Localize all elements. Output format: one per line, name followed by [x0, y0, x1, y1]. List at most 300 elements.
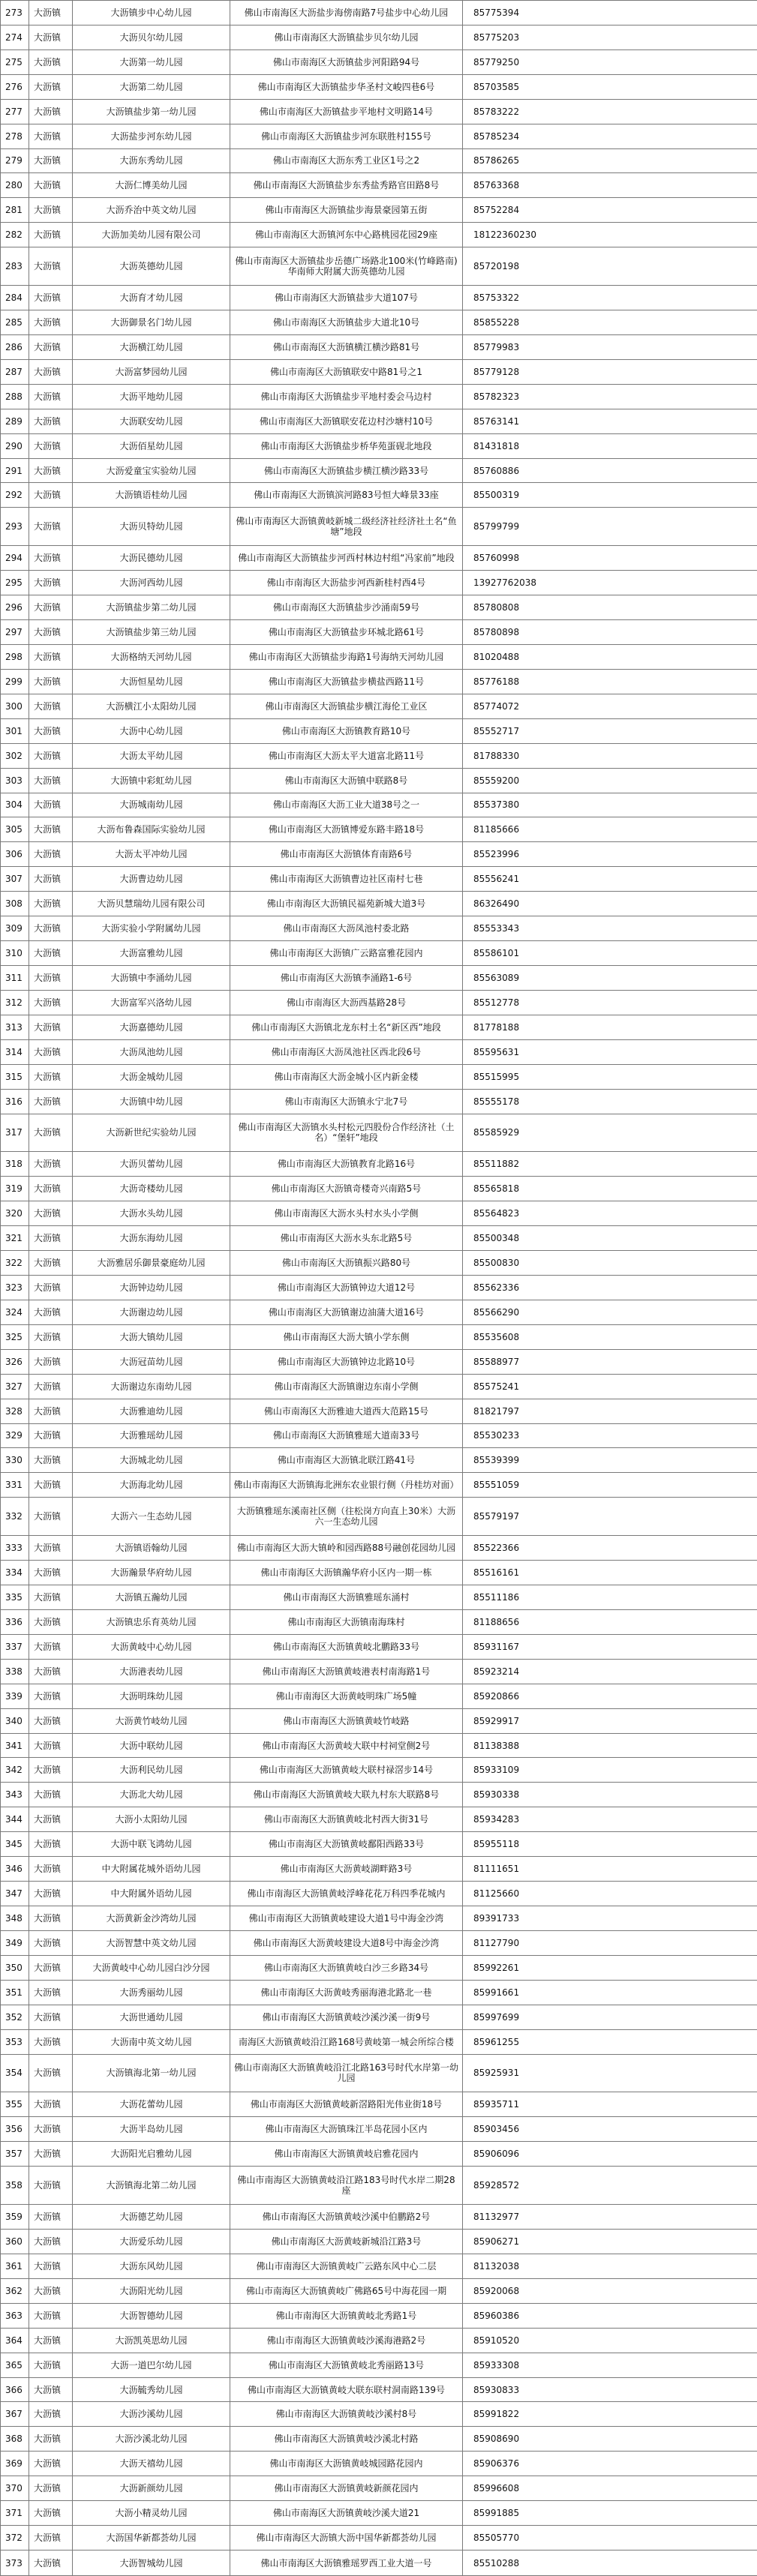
table-row — [1, 916, 757, 941]
row-number-cell: 275 — [1, 49, 29, 74]
kindergarten-name-cell: 大沥凤池幼儿园 — [73, 1039, 230, 1064]
kindergarten-name-cell: 大沥德艺幼儿园 — [73, 2205, 230, 2230]
row-number-cell: 358 — [1, 2167, 29, 2205]
town-cell: 大沥镇 — [29, 1857, 73, 1882]
row-number-cell: 347 — [1, 1882, 29, 1906]
phone-cell: 85563089 — [463, 965, 757, 990]
kindergarten-name-cell: 大沥天禧幼儿园 — [73, 2452, 230, 2476]
address-cell: 佛山市南海区大沥镇黄岐鄱阳西路33号 — [230, 1832, 463, 1857]
table-row — [1, 1609, 757, 1634]
table-row — [1, 793, 757, 817]
town-cell: 大沥镇 — [29, 1708, 73, 1733]
address-cell: 佛山市南海区大沥水头村水头小学侧 — [230, 1201, 463, 1226]
address-cell: 佛山市南海区大沥镇盐步岳德广场路北100米(竹峰路南)华南师大附属大沥英德幼儿园 — [230, 247, 463, 286]
town-cell: 大沥镇 — [29, 1152, 73, 1177]
phone-cell: 85786265 — [463, 148, 757, 173]
table-row — [1, 1906, 757, 1931]
town-cell: 大沥镇 — [29, 2501, 73, 2526]
row-number-cell: 276 — [1, 74, 29, 99]
kindergarten-name-cell: 大沥智慧中英文幼儿园 — [73, 1930, 230, 1955]
row-number-cell: 284 — [1, 286, 29, 310]
address-cell: 佛山市南海区大沥镇珠江半岛花园小区内 — [230, 2117, 463, 2142]
phone-cell: 85522366 — [463, 1536, 757, 1561]
address-cell: 佛山市南海区大沥镇盐步海路1号海纳天河幼儿园 — [230, 644, 463, 669]
phone-cell: 81185666 — [463, 817, 757, 842]
row-number-cell: 309 — [1, 916, 29, 941]
table-row — [1, 892, 757, 916]
kindergarten-name-cell: 大沥镇五瀚幼儿园 — [73, 1585, 230, 1610]
row-number-cell: 312 — [1, 990, 29, 1015]
kindergarten-name-cell: 大沥中联幼儿园 — [73, 1733, 230, 1758]
town-cell: 大沥镇 — [29, 2205, 73, 2230]
kindergarten-name-cell: 大沥镇盐步第二幼儿园 — [73, 595, 230, 620]
phone-cell: 85586101 — [463, 941, 757, 966]
phone-cell: 85775203 — [463, 25, 757, 49]
kindergarten-name-cell: 大沥太平幼儿园 — [73, 743, 230, 768]
town-cell: 大沥镇 — [29, 1374, 73, 1399]
address-cell: 佛山市南海区大沥镇黄岐白沙三乡路34号 — [230, 1955, 463, 1980]
row-number-cell: 366 — [1, 2377, 29, 2402]
address-cell: 佛山市南海区大沥镇黄岐新滘路阳光伟业街18号 — [230, 2092, 463, 2117]
phone-cell: 85855228 — [463, 310, 757, 335]
address-cell: 佛山市南海区大沥镇河东中心路桃园花园29座 — [230, 223, 463, 247]
table-row — [1, 74, 757, 99]
address-cell: 佛山市南海区大沥镇盐步海景豪园第五街 — [230, 198, 463, 223]
kindergarten-name-cell: 大沥沙溪幼儿园 — [73, 2402, 230, 2427]
row-number-cell: 316 — [1, 1089, 29, 1114]
town-cell: 大沥镇 — [29, 669, 73, 694]
town-cell: 大沥镇 — [29, 941, 73, 966]
phone-cell: 85783222 — [463, 99, 757, 124]
table-row — [1, 2029, 757, 2054]
kindergarten-name-cell: 中大附属外语幼儿园 — [73, 1882, 230, 1906]
town-cell: 大沥镇 — [29, 2254, 73, 2278]
kindergarten-name-cell: 大沥东秀幼儿园 — [73, 148, 230, 173]
row-number-cell: 286 — [1, 334, 29, 359]
phone-cell: 85588977 — [463, 1349, 757, 1374]
address-cell: 佛山市南海区大沥工业大道38号之一 — [230, 793, 463, 817]
town-cell: 大沥镇 — [29, 247, 73, 286]
row-number-cell: 345 — [1, 1832, 29, 1857]
table-row — [1, 1201, 757, 1226]
phone-cell: 85539399 — [463, 1448, 757, 1473]
town-cell: 大沥镇 — [29, 2092, 73, 2117]
phone-cell: 85575241 — [463, 1374, 757, 1399]
address-cell: 佛山市南海区大沥镇民福苑新城大道3号 — [230, 892, 463, 916]
address-cell: 佛山市南海区大沥镇体育南路6号 — [230, 842, 463, 867]
kindergarten-name-cell: 大沥六一生态幼儿园 — [73, 1498, 230, 1536]
phone-cell: 85955118 — [463, 1832, 757, 1857]
address-cell: 佛山市南海区大沥镇盐步大道北10号 — [230, 310, 463, 335]
phone-cell: 85925931 — [463, 2054, 757, 2092]
address-cell: 佛山市南海区大沥镇盐步环城北路61号 — [230, 620, 463, 645]
table-row — [1, 310, 757, 335]
table-row — [1, 286, 757, 310]
address-cell: 大沥镇雅瑶东溪南社区侧（往松岗方向直上30米）大沥六一生态幼儿园 — [230, 1498, 463, 1536]
table-row — [1, 1980, 757, 2005]
phone-cell: 13927762038 — [463, 571, 757, 595]
row-number-cell: 280 — [1, 173, 29, 198]
table-row — [1, 223, 757, 247]
phone-cell: 85903456 — [463, 2117, 757, 2142]
town-cell: 大沥镇 — [29, 2427, 73, 2452]
address-cell: 佛山市南海区大沥镇博爱东路丰路18号 — [230, 817, 463, 842]
town-cell: 大沥镇 — [29, 620, 73, 645]
town-cell: 大沥镇 — [29, 2402, 73, 2427]
table-row — [1, 1857, 757, 1882]
address-cell: 佛山市南海区大沥盐步河西新桂村西4号 — [230, 571, 463, 595]
table-body — [1, 1, 757, 2576]
kindergarten-name-cell: 大沥利民幼儿园 — [73, 1758, 230, 1783]
town-cell: 大沥镇 — [29, 2526, 73, 2551]
row-number-cell: 354 — [1, 2054, 29, 2092]
row-number-cell: 330 — [1, 1448, 29, 1473]
address-cell: 佛山市南海区大沥镇黄岐大联村禄滘步14号 — [230, 1758, 463, 1783]
kindergarten-name-cell: 大沥富梦园幼儿园 — [73, 359, 230, 384]
table-row — [1, 644, 757, 669]
row-number-cell: 274 — [1, 25, 29, 49]
row-number-cell: 342 — [1, 1758, 29, 1783]
row-number-cell: 291 — [1, 458, 29, 483]
row-number-cell: 306 — [1, 842, 29, 867]
town-cell: 大沥镇 — [29, 1609, 73, 1634]
kindergarten-name-cell: 大沥第二幼儿园 — [73, 74, 230, 99]
phone-cell: 85523996 — [463, 842, 757, 867]
row-number-cell: 373 — [1, 2551, 29, 2576]
phone-cell: 85960386 — [463, 2303, 757, 2328]
address-cell: 佛山市南海区大沥镇盐步平地村委会马边村 — [230, 384, 463, 409]
town-cell: 大沥镇 — [29, 2005, 73, 2029]
row-number-cell: 353 — [1, 2029, 29, 2054]
town-cell: 大沥镇 — [29, 2476, 73, 2501]
row-number-cell: 362 — [1, 2278, 29, 2303]
address-cell: 佛山市南海区大沥镇盐步桥华苑蛋砚北地段 — [230, 433, 463, 458]
address-cell: 佛山市南海区大沥镇黄岐启雅花园内 — [230, 2142, 463, 2167]
address-cell: 佛山市南海区大沥镇北联江路41号 — [230, 1448, 463, 1473]
phone-cell: 89391733 — [463, 1906, 757, 1931]
phone-cell: 85910520 — [463, 2328, 757, 2353]
address-cell: 佛山市南海区大沥镇盐步贝尔幼儿园 — [230, 25, 463, 49]
row-number-cell: 324 — [1, 1300, 29, 1324]
phone-cell: 85779128 — [463, 359, 757, 384]
kindergarten-name-cell: 大沥凯英思幼儿园 — [73, 2328, 230, 2353]
kindergarten-name-cell: 大沥河西幼儿园 — [73, 571, 230, 595]
address-cell: 佛山市南海区大沥镇黄岐沙溪海港路2号 — [230, 2328, 463, 2353]
phone-cell: 85760886 — [463, 458, 757, 483]
phone-cell: 85559200 — [463, 768, 757, 793]
town-cell: 大沥镇 — [29, 334, 73, 359]
phone-cell: 85516161 — [463, 1561, 757, 1585]
town-cell: 大沥镇 — [29, 1585, 73, 1610]
town-cell: 大沥镇 — [29, 793, 73, 817]
row-number-cell: 338 — [1, 1659, 29, 1684]
phone-cell: 81111651 — [463, 1857, 757, 1882]
row-number-cell: 308 — [1, 892, 29, 916]
table-row — [1, 743, 757, 768]
row-number-cell: 299 — [1, 669, 29, 694]
town-cell: 大沥镇 — [29, 359, 73, 384]
row-number-cell: 361 — [1, 2254, 29, 2278]
row-number-cell: 323 — [1, 1276, 29, 1300]
address-cell: 佛山市南海区大沥镇盐步沙涌南59号 — [230, 595, 463, 620]
town-cell: 大沥镇 — [29, 2167, 73, 2205]
town-cell: 大沥镇 — [29, 1634, 73, 1659]
town-cell: 大沥镇 — [29, 990, 73, 1015]
row-number-cell: 348 — [1, 1906, 29, 1931]
phone-cell: 85703585 — [463, 74, 757, 99]
kindergarten-name-cell: 大沥富雅幼儿园 — [73, 941, 230, 966]
table-row — [1, 1349, 757, 1374]
phone-cell: 85991885 — [463, 2501, 757, 2526]
phone-cell: 85920866 — [463, 1684, 757, 1708]
row-number-cell: 298 — [1, 644, 29, 669]
table-row — [1, 1324, 757, 1349]
row-number-cell: 372 — [1, 2526, 29, 2551]
table-row — [1, 990, 757, 1015]
address-cell: 佛山市南海区大沥镇雅瑶罗西工业大道一号 — [230, 2551, 463, 2576]
town-cell: 大沥镇 — [29, 2328, 73, 2353]
table-row — [1, 2551, 757, 2576]
kindergarten-name-cell: 大沥花蕾幼儿园 — [73, 2092, 230, 2117]
phone-cell: 85779983 — [463, 334, 757, 359]
kindergarten-name-cell: 大沥镇海北第一幼儿园 — [73, 2054, 230, 2092]
kindergarten-name-cell: 大沥实验小学附属幼儿园 — [73, 916, 230, 941]
phone-cell: 85996608 — [463, 2476, 757, 2501]
address-cell: 佛山市南海区大沥镇黄岐广佛路65号中海花园一期 — [230, 2278, 463, 2303]
phone-cell: 85906096 — [463, 2142, 757, 2167]
town-cell: 大沥镇 — [29, 1226, 73, 1251]
table-row — [1, 2452, 757, 2476]
town-cell: 大沥镇 — [29, 718, 73, 743]
town-cell: 大沥镇 — [29, 483, 73, 508]
table-row — [1, 2328, 757, 2353]
address-cell: 佛山市南海区大沥镇横江横沙路81号 — [230, 334, 463, 359]
table-row — [1, 99, 757, 124]
town-cell: 大沥镇 — [29, 74, 73, 99]
kindergarten-name-cell: 大沥贝蕾幼儿园 — [73, 1152, 230, 1177]
address-cell: 佛山市南海区大沥镇联安中路81号之1 — [230, 359, 463, 384]
address-cell: 佛山市南海区大沥镇盐步横江海伦工业区 — [230, 694, 463, 718]
table-row — [1, 595, 757, 620]
address-cell: 佛山市南海区大沥镇黄岐广云路东风中心二层 — [230, 2254, 463, 2278]
phone-cell: 85799799 — [463, 508, 757, 546]
address-cell: 佛山市南海区大沥镇谢边油蒲大道16号 — [230, 1300, 463, 1324]
town-cell: 大沥镇 — [29, 1659, 73, 1684]
town-cell: 大沥镇 — [29, 1201, 73, 1226]
address-cell: 佛山市南海区大沥镇黄岐大联九村东大联路8号 — [230, 1783, 463, 1807]
phone-cell: 85997699 — [463, 2005, 757, 2029]
address-cell: 佛山市南海区大沥雅迪大道西大范路15号 — [230, 1399, 463, 1423]
town-cell: 大沥镇 — [29, 148, 73, 173]
kindergarten-name-cell: 大沥布鲁森国际实验幼儿园 — [73, 817, 230, 842]
table-row — [1, 2230, 757, 2254]
phone-cell: 81788330 — [463, 743, 757, 768]
row-number-cell: 341 — [1, 1733, 29, 1758]
row-number-cell: 356 — [1, 2117, 29, 2142]
phone-cell: 85991661 — [463, 1980, 757, 2005]
phone-cell: 18122360230 — [463, 223, 757, 247]
table-row — [1, 433, 757, 458]
kindergarten-name-cell: 大沥智德幼儿园 — [73, 2303, 230, 2328]
phone-cell: 85555178 — [463, 1089, 757, 1114]
town-cell: 大沥镇 — [29, 310, 73, 335]
phone-cell: 85535608 — [463, 1324, 757, 1349]
kindergarten-name-cell: 大沥佰星幼儿园 — [73, 433, 230, 458]
kindergarten-name-cell: 大沥富军兴洛幼儿园 — [73, 990, 230, 1015]
kindergarten-name-cell: 大沥智城幼儿园 — [73, 2551, 230, 2576]
town-cell: 大沥镇 — [29, 743, 73, 768]
town-cell: 大沥镇 — [29, 173, 73, 198]
kindergarten-name-cell: 大沥奇楼幼儿园 — [73, 1177, 230, 1201]
kindergarten-name-cell: 大沥英德幼儿园 — [73, 247, 230, 286]
phone-cell: 81020488 — [463, 644, 757, 669]
address-cell: 佛山市南海区大沥镇盐步平地村文明路14号 — [230, 99, 463, 124]
address-cell: 佛山市南海区大沥黄岐明珠广场5幢 — [230, 1684, 463, 1708]
kindergarten-name-cell: 大沥城北幼儿园 — [73, 1448, 230, 1473]
kindergarten-name-cell: 大沥平地幼儿园 — [73, 384, 230, 409]
table-row — [1, 620, 757, 645]
town-cell: 大沥镇 — [29, 694, 73, 718]
phone-cell: 85565818 — [463, 1177, 757, 1201]
phone-cell: 85553343 — [463, 916, 757, 941]
phone-cell: 85908690 — [463, 2427, 757, 2452]
address-cell: 佛山市南海区大沥镇教育路10号 — [230, 718, 463, 743]
table-row — [1, 1399, 757, 1423]
address-cell: 佛山市南海区大沥镇黄岐北鹏路33号 — [230, 1634, 463, 1659]
phone-cell: 85720198 — [463, 247, 757, 286]
row-number-cell: 360 — [1, 2230, 29, 2254]
table-row — [1, 718, 757, 743]
table-row — [1, 1064, 757, 1089]
kindergarten-name-cell: 大沥南中英文幼儿园 — [73, 2029, 230, 2054]
table-row — [1, 359, 757, 384]
address-cell: 佛山市南海区大沥镇黄岐建设大道1号中海金沙湾 — [230, 1906, 463, 1931]
kindergarten-name-cell: 大沥小太阳幼儿园 — [73, 1807, 230, 1832]
town-cell: 大沥镇 — [29, 508, 73, 546]
town-cell: 大沥镇 — [29, 2054, 73, 2092]
address-cell: 佛山市南海区大沥镇海北洲东农业银行侧（丹桂坊对面） — [230, 1473, 463, 1498]
row-number-cell: 339 — [1, 1684, 29, 1708]
town-cell: 大沥镇 — [29, 1177, 73, 1201]
table-row — [1, 1152, 757, 1177]
table-row — [1, 842, 757, 867]
row-number-cell: 351 — [1, 1980, 29, 2005]
town-cell: 大沥镇 — [29, 1324, 73, 1349]
town-cell: 大沥镇 — [29, 458, 73, 483]
town-cell: 大沥镇 — [29, 2117, 73, 2142]
row-number-cell: 325 — [1, 1324, 29, 1349]
address-cell: 佛山市南海区大沥镇盐步大道107号 — [230, 286, 463, 310]
kindergarten-name-cell: 大沥秀丽幼儿园 — [73, 1980, 230, 2005]
row-number-cell: 332 — [1, 1498, 29, 1536]
phone-cell: 81431818 — [463, 433, 757, 458]
phone-cell: 81127790 — [463, 1930, 757, 1955]
row-number-cell: 337 — [1, 1634, 29, 1659]
row-number-cell: 371 — [1, 2501, 29, 2526]
town-cell: 大沥镇 — [29, 49, 73, 74]
table-row — [1, 2142, 757, 2167]
table-row — [1, 1251, 757, 1276]
table-row — [1, 2476, 757, 2501]
table-row — [1, 173, 757, 198]
kindergarten-name-cell: 大沥明珠幼儿园 — [73, 1684, 230, 1708]
town-cell: 大沥镇 — [29, 1300, 73, 1324]
town-cell: 大沥镇 — [29, 384, 73, 409]
row-number-cell: 357 — [1, 2142, 29, 2167]
table-row — [1, 2254, 757, 2278]
row-number-cell: 349 — [1, 1930, 29, 1955]
address-cell: 佛山市南海区大沥凤池社区西北段6号 — [230, 1039, 463, 1064]
kindergarten-name-cell: 大沥联安幼儿园 — [73, 409, 230, 433]
address-cell: 佛山市南海区大沥镇水头村松元四股份合作经济社（土名）“堡轩”地段 — [230, 1114, 463, 1152]
row-number-cell: 331 — [1, 1473, 29, 1498]
town-cell: 大沥镇 — [29, 916, 73, 941]
row-number-cell: 350 — [1, 1955, 29, 1980]
kindergarten-name-cell: 大沥阳光幼儿园 — [73, 2278, 230, 2303]
town-cell: 大沥镇 — [29, 1114, 73, 1152]
phone-cell: 85775394 — [463, 1, 757, 25]
kindergarten-name-cell: 大沥东海幼儿园 — [73, 1226, 230, 1251]
row-number-cell: 294 — [1, 546, 29, 571]
row-number-cell: 301 — [1, 718, 29, 743]
row-number-cell: 310 — [1, 941, 29, 966]
row-number-cell: 300 — [1, 694, 29, 718]
phone-cell: 85934283 — [463, 1807, 757, 1832]
address-cell: 佛山市南海区大沥黄岐大联中村祠堂侧2号 — [230, 1733, 463, 1758]
phone-cell: 85752284 — [463, 198, 757, 223]
kindergarten-name-cell: 大沥曹边幼儿园 — [73, 867, 230, 892]
address-cell: 佛山市南海区大沥镇李涌路1-6号 — [230, 965, 463, 990]
table-row — [1, 1659, 757, 1684]
kindergarten-name-cell: 大沥镇中彩虹幼儿园 — [73, 768, 230, 793]
table-row — [1, 768, 757, 793]
row-number-cell: 314 — [1, 1039, 29, 1064]
phone-cell: 85500348 — [463, 1226, 757, 1251]
phone-cell: 85551059 — [463, 1473, 757, 1498]
table-row — [1, 1955, 757, 1980]
phone-cell: 85564823 — [463, 1201, 757, 1226]
kindergarten-name-cell: 大沥北大幼儿园 — [73, 1783, 230, 1807]
town-cell: 大沥镇 — [29, 1349, 73, 1374]
row-number-cell: 343 — [1, 1783, 29, 1807]
table-row — [1, 1448, 757, 1473]
table-row — [1, 1, 757, 25]
table-row — [1, 2427, 757, 2452]
table-row — [1, 384, 757, 409]
table-row — [1, 571, 757, 595]
address-cell: 佛山市南海区大沥镇黄岐城园路花园内 — [230, 2452, 463, 2476]
table-row — [1, 458, 757, 483]
address-cell: 佛山市南海区大沥黄岐秀丽海港北路北一巷 — [230, 1980, 463, 2005]
row-number-cell: 318 — [1, 1152, 29, 1177]
town-cell: 大沥镇 — [29, 2142, 73, 2167]
kindergarten-name-cell: 大沥雅居乐御景豪庭幼儿园 — [73, 1251, 230, 1276]
kindergarten-name-cell: 大沥黄竹岐幼儿园 — [73, 1708, 230, 1733]
address-cell: 佛山市南海区大沥镇大沥中国华新都荟幼儿园 — [230, 2526, 463, 2551]
table-row — [1, 1783, 757, 1807]
town-cell: 大沥镇 — [29, 817, 73, 842]
address-cell: 佛山市南海区大沥镇黄岐沙溪北村路 — [230, 2427, 463, 2452]
town-cell: 大沥镇 — [29, 1, 73, 25]
town-cell: 大沥镇 — [29, 768, 73, 793]
row-number-cell: 313 — [1, 1015, 29, 1039]
town-cell: 大沥镇 — [29, 1561, 73, 1585]
kindergarten-name-cell: 大沥新颜幼儿园 — [73, 2476, 230, 2501]
table-row — [1, 2303, 757, 2328]
row-number-cell: 277 — [1, 99, 29, 124]
kindergarten-name-cell: 大沥加美幼儿园有限公司 — [73, 223, 230, 247]
row-number-cell: 283 — [1, 247, 29, 286]
